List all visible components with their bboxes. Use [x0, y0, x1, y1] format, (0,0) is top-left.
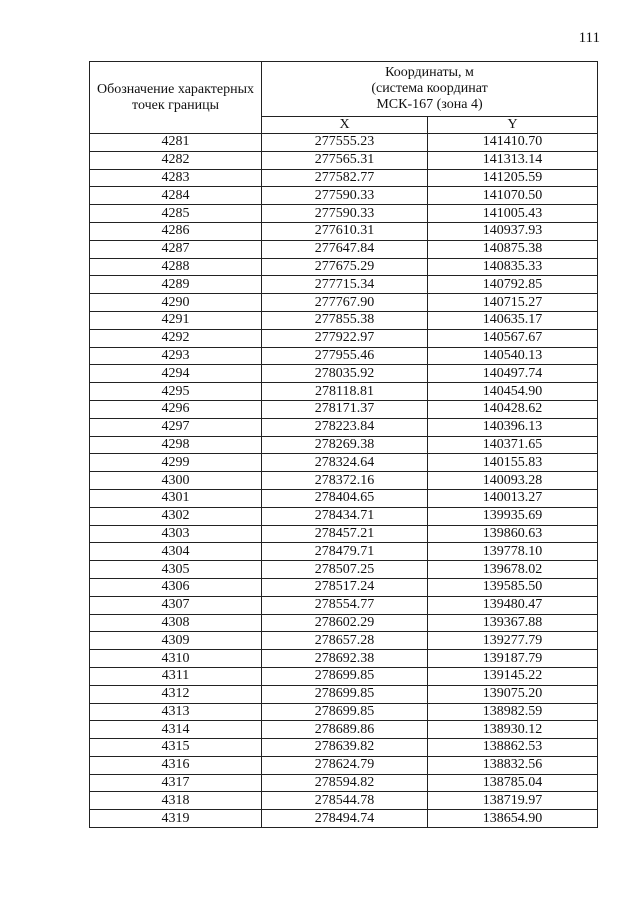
point-cell: 4298	[90, 436, 262, 454]
table-row	[90, 632, 598, 650]
table-row	[90, 650, 598, 668]
point-column-header: Обозначение характерных точек границы	[90, 62, 262, 134]
x-cell: 278657.28	[262, 632, 428, 650]
point-cell: 4317	[90, 774, 262, 792]
x-cell: 277715.34	[262, 276, 428, 294]
point-cell: 4310	[90, 650, 262, 668]
y-cell: 141070.50	[428, 187, 598, 205]
x-cell: 278594.82	[262, 774, 428, 792]
point-cell: 4309	[90, 632, 262, 650]
point-cell: 4311	[90, 667, 262, 685]
table-row	[90, 561, 598, 579]
y-cell: 138982.59	[428, 703, 598, 721]
point-cell: 4292	[90, 329, 262, 347]
y-cell: 139367.88	[428, 614, 598, 632]
y-cell: 138862.53	[428, 739, 598, 757]
table-row	[90, 721, 598, 739]
point-cell: 4284	[90, 187, 262, 205]
y-cell: 140013.27	[428, 489, 598, 507]
point-cell: 4282	[90, 151, 262, 169]
y-cell: 138930.12	[428, 721, 598, 739]
x-cell: 277590.33	[262, 187, 428, 205]
table-row	[90, 739, 598, 757]
y-cell: 140540.13	[428, 347, 598, 365]
table-row	[90, 151, 598, 169]
y-column-header: Y	[428, 117, 598, 134]
point-cell: 4296	[90, 400, 262, 418]
y-cell: 140155.83	[428, 454, 598, 472]
point-cell: 4316	[90, 756, 262, 774]
x-cell: 278554.77	[262, 596, 428, 614]
x-cell: 278639.82	[262, 739, 428, 757]
y-cell: 139860.63	[428, 525, 598, 543]
y-cell: 140792.85	[428, 276, 598, 294]
y-cell: 139075.20	[428, 685, 598, 703]
point-cell: 4281	[90, 134, 262, 152]
x-cell: 277767.90	[262, 294, 428, 312]
y-cell: 140937.93	[428, 222, 598, 240]
table-row	[90, 472, 598, 490]
y-cell: 140567.67	[428, 329, 598, 347]
x-cell: 278479.71	[262, 543, 428, 561]
x-cell: 278602.29	[262, 614, 428, 632]
x-cell: 277855.38	[262, 311, 428, 329]
table-row	[90, 418, 598, 436]
table-row	[90, 400, 598, 418]
point-cell: 4313	[90, 703, 262, 721]
y-cell: 140715.27	[428, 294, 598, 312]
table-row	[90, 596, 598, 614]
point-cell: 4312	[90, 685, 262, 703]
coordinates-column-header	[262, 62, 598, 117]
point-cell: 4287	[90, 240, 262, 258]
table-row	[90, 187, 598, 205]
x-cell: 278624.79	[262, 756, 428, 774]
x-cell: 278434.71	[262, 507, 428, 525]
table-row	[90, 258, 598, 276]
y-cell: 141005.43	[428, 205, 598, 223]
table-row	[90, 134, 598, 152]
y-cell: 138785.04	[428, 774, 598, 792]
x-cell: 278372.16	[262, 472, 428, 490]
point-cell: 4307	[90, 596, 262, 614]
table-row	[90, 311, 598, 329]
table-row	[90, 489, 598, 507]
point-cell: 4295	[90, 383, 262, 401]
page-number: 111	[578, 30, 600, 46]
x-cell: 277565.31	[262, 151, 428, 169]
y-cell: 141410.70	[428, 134, 598, 152]
y-cell: 139585.50	[428, 578, 598, 596]
table-row	[90, 205, 598, 223]
coordinates-header-line-2: (система координат	[371, 81, 488, 96]
y-cell: 140635.17	[428, 311, 598, 329]
point-cell: 4301	[90, 489, 262, 507]
point-cell: 4283	[90, 169, 262, 187]
point-cell: 4289	[90, 276, 262, 294]
point-cell: 4315	[90, 739, 262, 757]
x-cell: 278404.65	[262, 489, 428, 507]
x-cell: 277955.46	[262, 347, 428, 365]
table-row	[90, 525, 598, 543]
point-cell: 4297	[90, 418, 262, 436]
y-cell: 140454.90	[428, 383, 598, 401]
y-cell: 140875.38	[428, 240, 598, 258]
table-row	[90, 240, 598, 258]
y-cell: 141205.59	[428, 169, 598, 187]
table-row	[90, 667, 598, 685]
table-row	[90, 756, 598, 774]
y-cell: 140396.13	[428, 418, 598, 436]
table-row	[90, 685, 598, 703]
y-cell: 140371.65	[428, 436, 598, 454]
x-cell: 278171.37	[262, 400, 428, 418]
point-cell: 4290	[90, 294, 262, 312]
table-row	[90, 436, 598, 454]
table-row	[90, 792, 598, 810]
y-cell: 139678.02	[428, 561, 598, 579]
y-cell: 139187.79	[428, 650, 598, 668]
x-cell: 277582.77	[262, 169, 428, 187]
x-cell: 278692.38	[262, 650, 428, 668]
x-cell: 277610.31	[262, 222, 428, 240]
x-cell: 278457.21	[262, 525, 428, 543]
y-cell: 139145.22	[428, 667, 598, 685]
x-cell: 277647.84	[262, 240, 428, 258]
y-cell: 138832.56	[428, 756, 598, 774]
point-cell: 4291	[90, 311, 262, 329]
x-column-header: X	[262, 117, 428, 134]
point-cell: 4303	[90, 525, 262, 543]
point-cell: 4319	[90, 810, 262, 828]
x-cell: 278517.24	[262, 578, 428, 596]
x-cell: 278269.38	[262, 436, 428, 454]
point-cell: 4288	[90, 258, 262, 276]
y-cell: 139277.79	[428, 632, 598, 650]
point-cell: 4294	[90, 365, 262, 383]
x-cell: 278699.85	[262, 685, 428, 703]
table-row	[90, 294, 598, 312]
table-row	[90, 703, 598, 721]
table-row	[90, 543, 598, 561]
x-cell: 278118.81	[262, 383, 428, 401]
table-row	[90, 614, 598, 632]
x-cell: 278494.74	[262, 810, 428, 828]
table-row	[90, 774, 598, 792]
table-row	[90, 454, 598, 472]
point-cell: 4286	[90, 222, 262, 240]
point-cell: 4302	[90, 507, 262, 525]
y-cell: 140835.33	[428, 258, 598, 276]
coordinates-header-line-3: МСК-167 (зона 4)	[376, 97, 483, 112]
table-row	[90, 578, 598, 596]
x-cell: 278223.84	[262, 418, 428, 436]
coordinates-header-line-1: Координаты, м	[385, 65, 474, 80]
point-cell: 4314	[90, 721, 262, 739]
table-row	[90, 365, 598, 383]
x-cell: 277675.29	[262, 258, 428, 276]
point-cell: 4285	[90, 205, 262, 223]
table-row	[90, 347, 598, 365]
y-cell: 139778.10	[428, 543, 598, 561]
y-cell: 139935.69	[428, 507, 598, 525]
x-cell: 278544.78	[262, 792, 428, 810]
table-row	[90, 507, 598, 525]
x-cell: 278699.85	[262, 703, 428, 721]
y-cell: 138719.97	[428, 792, 598, 810]
y-cell: 140428.62	[428, 400, 598, 418]
point-cell: 4300	[90, 472, 262, 490]
point-cell: 4306	[90, 578, 262, 596]
point-cell: 4299	[90, 454, 262, 472]
table-row	[90, 810, 598, 828]
y-cell: 139480.47	[428, 596, 598, 614]
table-body	[90, 134, 598, 828]
point-cell: 4304	[90, 543, 262, 561]
table-row	[90, 329, 598, 347]
coordinates-table	[89, 61, 598, 828]
y-cell: 138654.90	[428, 810, 598, 828]
y-cell: 141313.14	[428, 151, 598, 169]
x-cell: 278035.92	[262, 365, 428, 383]
y-cell: 140093.28	[428, 472, 598, 490]
table-row	[90, 276, 598, 294]
table-row	[90, 222, 598, 240]
x-cell: 277555.23	[262, 134, 428, 152]
x-cell: 277590.33	[262, 205, 428, 223]
x-cell: 278689.86	[262, 721, 428, 739]
table-header	[90, 62, 598, 134]
table-row	[90, 169, 598, 187]
x-cell: 278699.85	[262, 667, 428, 685]
point-cell: 4293	[90, 347, 262, 365]
x-cell: 278507.25	[262, 561, 428, 579]
table-row	[90, 383, 598, 401]
point-cell: 4318	[90, 792, 262, 810]
x-cell: 277922.97	[262, 329, 428, 347]
point-cell: 4305	[90, 561, 262, 579]
x-cell: 278324.64	[262, 454, 428, 472]
y-cell: 140497.74	[428, 365, 598, 383]
point-cell: 4308	[90, 614, 262, 632]
